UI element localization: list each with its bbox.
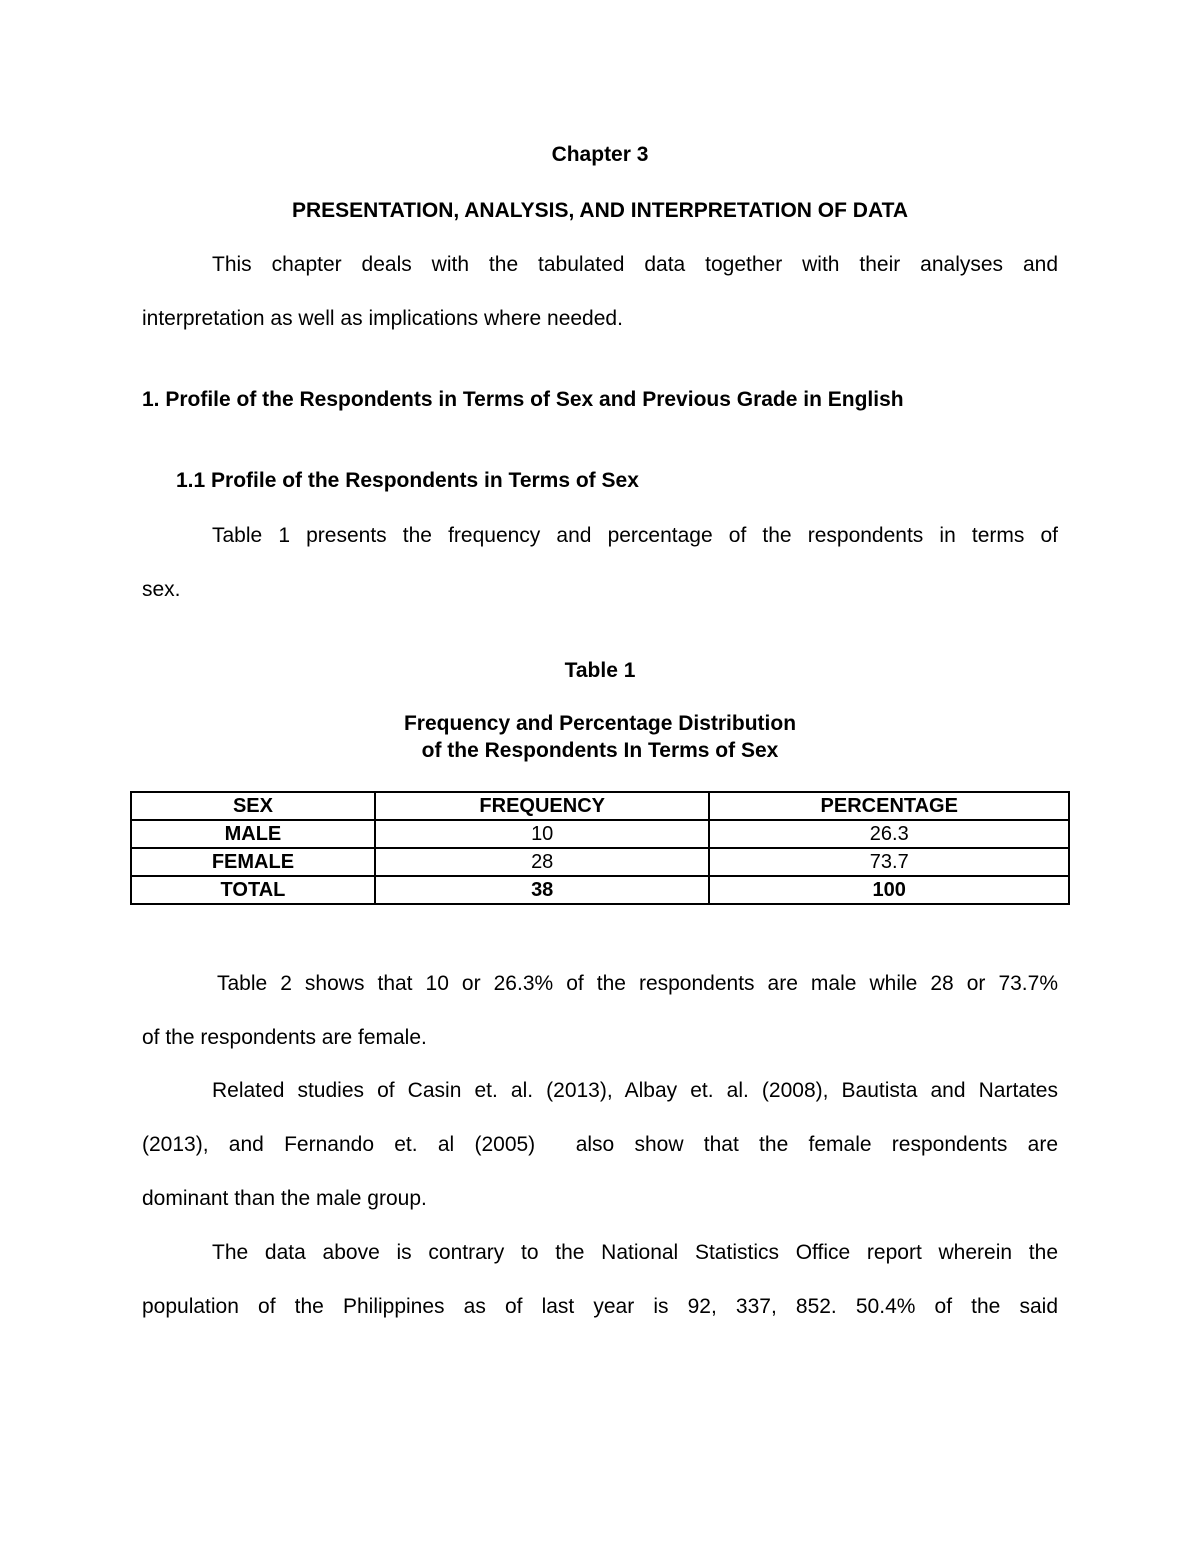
cell-percentage: 73.7: [709, 848, 1069, 876]
frequency-table: [130, 791, 1070, 905]
table-label: Table 1: [564, 659, 636, 682]
cell-frequency: 10: [375, 820, 710, 848]
paragraph-3-line-3: dominant than the male group.: [142, 1187, 427, 1210]
intro-line-2: interpretation as well as implications where needed.: [142, 307, 623, 330]
main-heading: PRESENTATION, ANALYSIS, AND INTERPRETATION OF DATA: [291, 199, 908, 222]
paragraph-4-line-2: population of the Philippines as of last year is 92, 337, 852. 50.4% of the said: [142, 1295, 1058, 1318]
cell-frequency: 38: [375, 876, 710, 904]
table-caption-line-2: of the Respondents In Terms of Sex: [421, 739, 779, 762]
section-1-heading: 1. Profile of the Respondents in Terms of Sex and Previous Grade in English: [142, 388, 904, 411]
header-frequency: FREQUENCY: [375, 792, 710, 820]
table-caption-line-1: Frequency and Percentage Distribution: [403, 712, 797, 735]
table-intro-line-2: sex.: [142, 578, 181, 601]
table-row: [131, 820, 1069, 848]
cell-sex: MALE: [131, 820, 375, 848]
table-row: [131, 848, 1069, 876]
table-total-row: [131, 876, 1069, 904]
table-intro-line-1: Table 1 presents the frequency and percentage of the respondents in terms of: [212, 524, 1058, 547]
cell-sex: TOTAL: [131, 876, 375, 904]
cell-sex: FEMALE: [131, 848, 375, 876]
header-sex: SEX: [131, 792, 375, 820]
paragraph-2-line-1: Table 2 shows that 10 or 26.3% of the respondents are male while 28 or 73.7%: [217, 972, 1058, 995]
cell-percentage: 26.3: [709, 820, 1069, 848]
cell-frequency: 28: [375, 848, 710, 876]
chapter-title: Chapter 3: [551, 143, 649, 166]
intro-line-1: This chapter deals with the tabulated data together with their analyses and: [212, 253, 1058, 276]
paragraph-3-line-2: (2013), and Fernando et. al (2005) also show that the female respondents are: [142, 1133, 1058, 1156]
paragraph-4-line-1: The data above is contrary to the National Statistics Office report wherein the: [212, 1241, 1058, 1264]
header-percentage: PERCENTAGE: [709, 792, 1069, 820]
table-header-row: [131, 792, 1069, 820]
cell-percentage: 100: [709, 876, 1069, 904]
paragraph-3-line-1: Related studies of Casin et. al. (2013), Albay et. al. (2008), Bautista and Nartates: [212, 1079, 1058, 1102]
paragraph-2-line-2: of the respondents are female.: [142, 1026, 427, 1049]
section-1-1-heading: 1.1 Profile of the Respondents in Terms of Sex: [176, 469, 639, 492]
